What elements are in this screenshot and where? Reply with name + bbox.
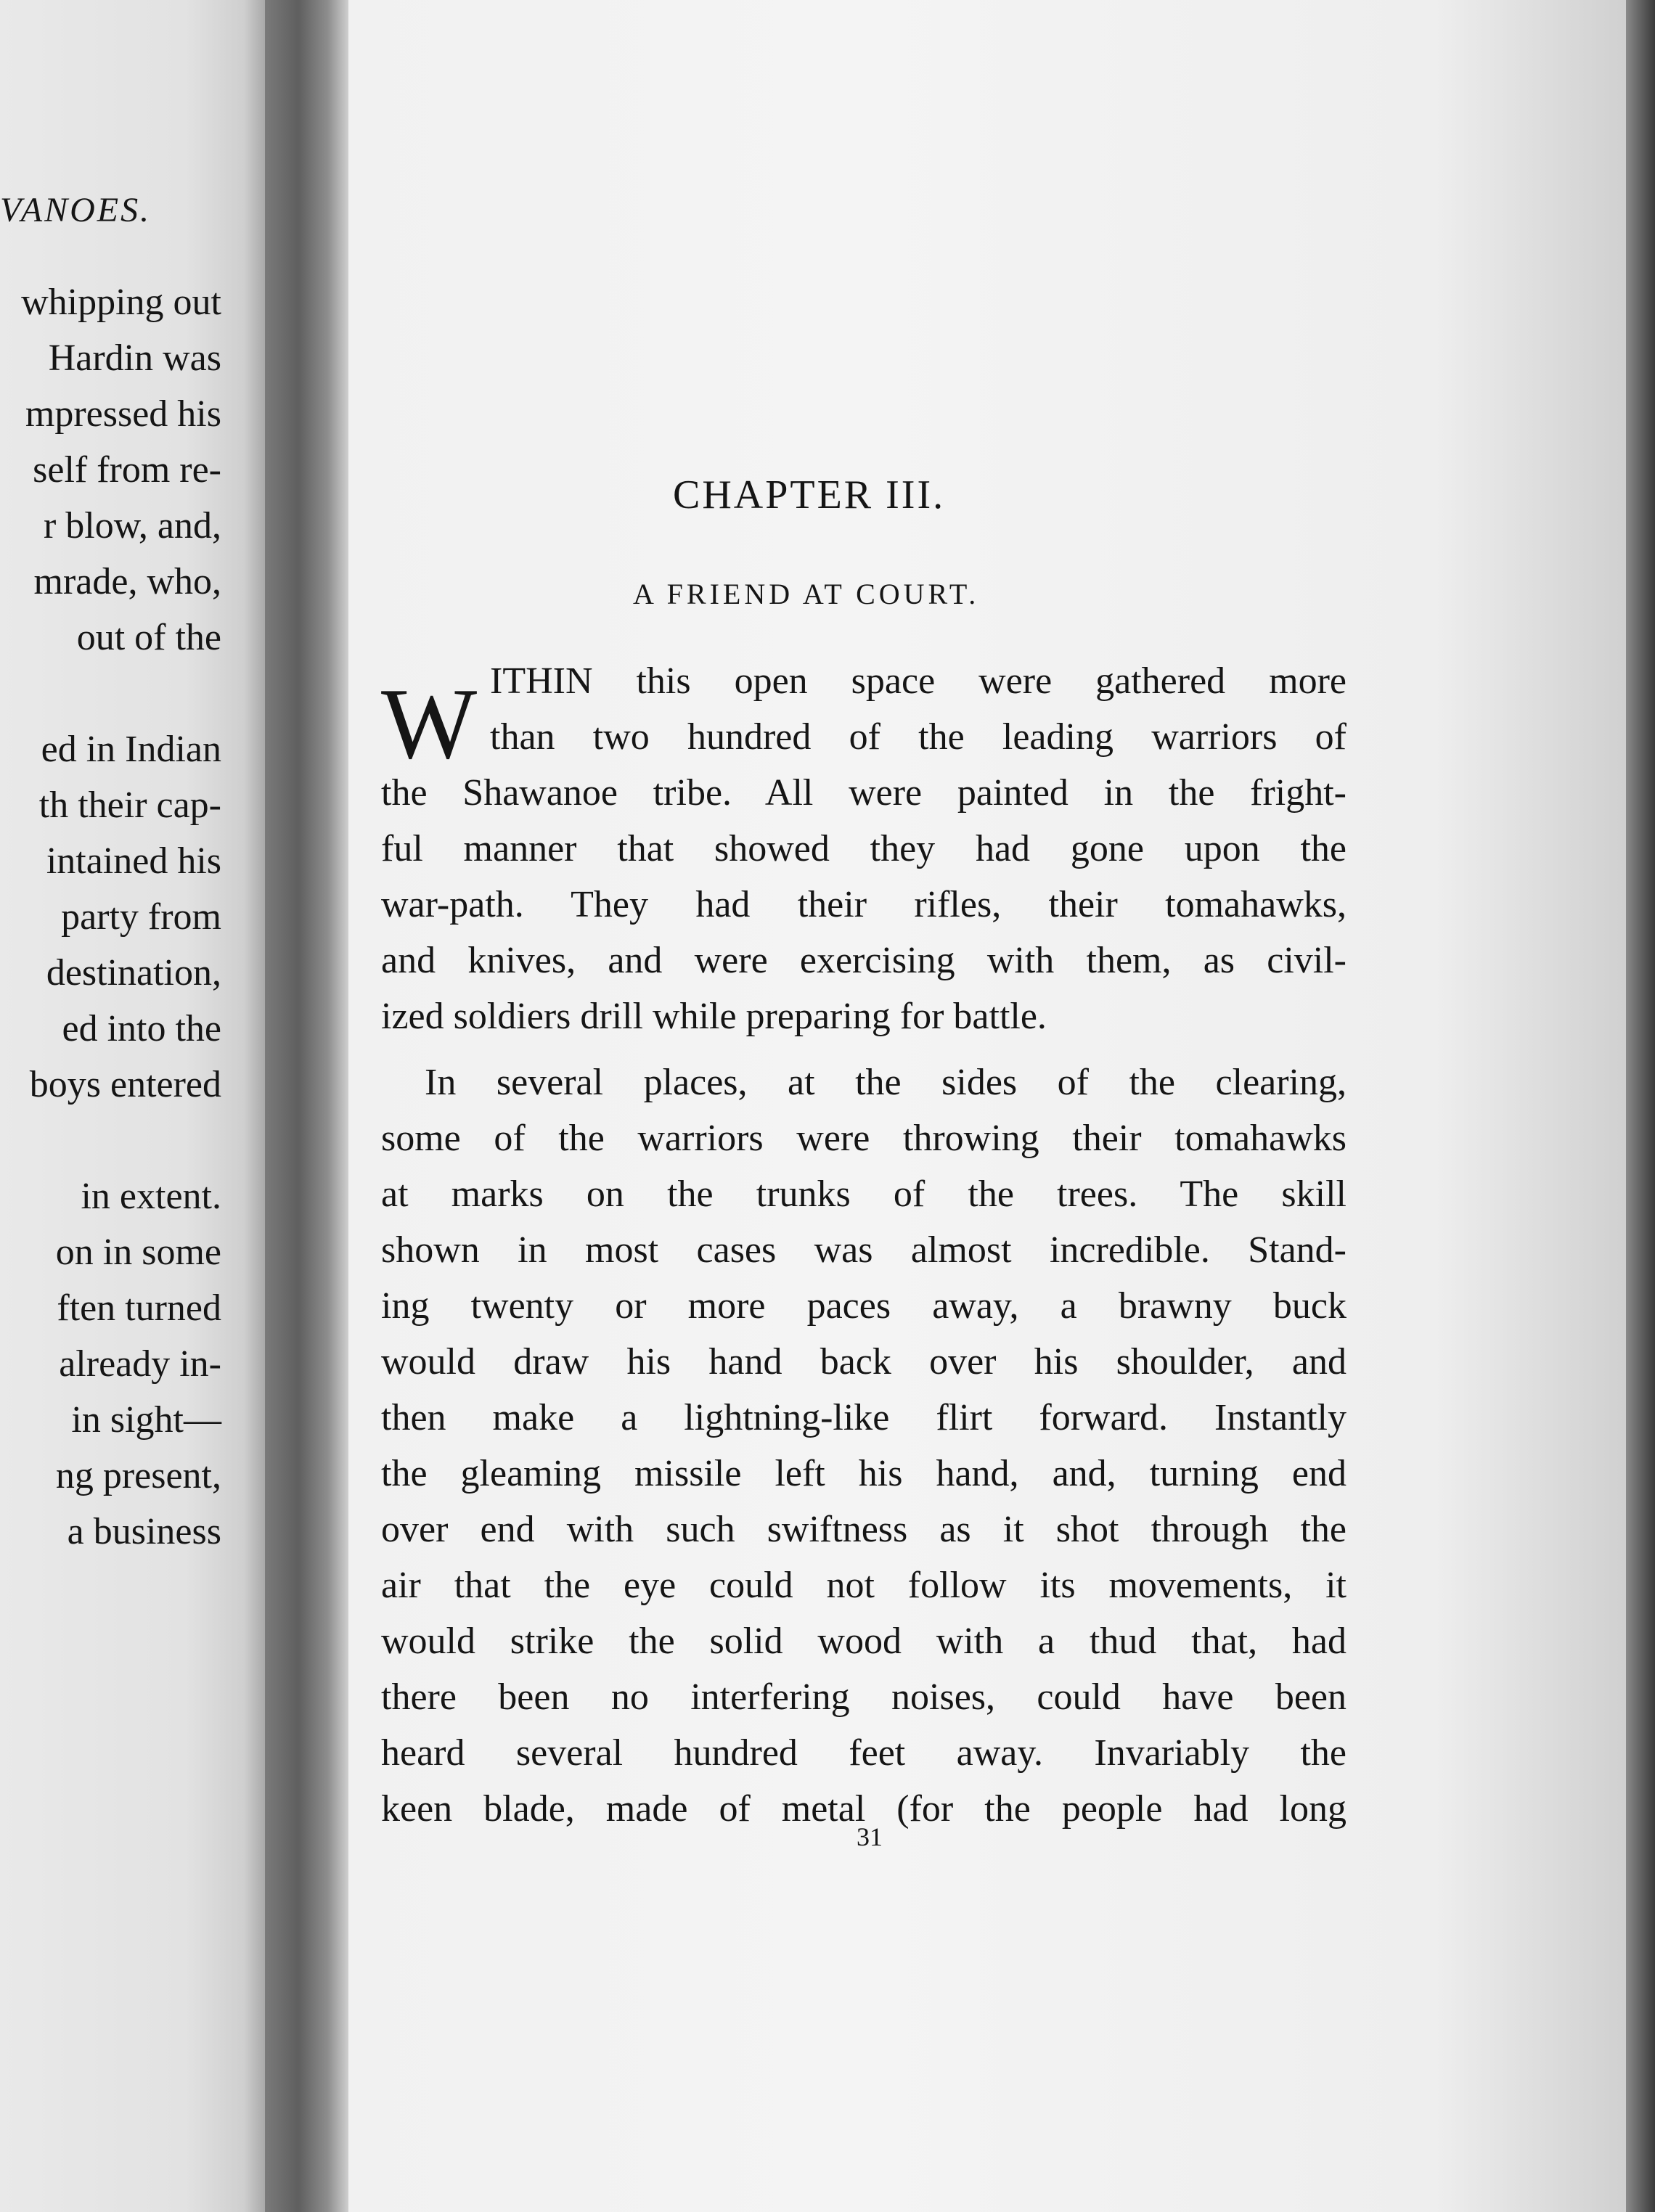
text-line: keen blade, made of metal (for the people had long	[381, 1788, 1347, 1830]
text-line: already in-	[59, 1343, 221, 1385]
text-line: air that the eye could not follow its movements, it	[381, 1565, 1347, 1606]
text-line: ng present,	[55, 1455, 221, 1496]
text-line: in sight—	[71, 1399, 221, 1441]
text-line: th their cap-	[38, 785, 221, 826]
book-gutter	[265, 0, 348, 2212]
running-head: VANOES.	[0, 191, 152, 229]
text-line: at marks on the trunks of the trees. The skill	[381, 1173, 1347, 1215]
paragraph-gap	[381, 1044, 1347, 1054]
text-line: mpressed his	[25, 393, 221, 435]
text-line: r blow, and,	[43, 505, 221, 546]
text-line: ized soldiers drill while preparing for battle.	[381, 996, 1047, 1037]
page-edge	[1626, 0, 1655, 2212]
text-line: than two hundred of the leading warriors of	[490, 716, 1347, 758]
text-line: over end with such swiftness as it shot through the	[381, 1509, 1347, 1550]
text-line: destination,	[46, 952, 221, 994]
paragraph-gap	[0, 1113, 221, 1168]
text-line: the Shawanoe tribe. All were painted in the fright-	[381, 772, 1347, 814]
paragraph	[381, 653, 1347, 1044]
text-line: ing twenty or more paces away, a brawny buck	[381, 1285, 1347, 1327]
paragraph-gap	[0, 665, 221, 721]
text-line: out of the	[76, 617, 221, 658]
text-line: some of the warriors were throwing their tomahawks	[381, 1118, 1347, 1159]
text-line: self from re-	[33, 449, 221, 491]
left-page	[0, 0, 265, 2212]
paragraph	[381, 1054, 1347, 1837]
text-line: would draw his hand back over his shoulder, and	[381, 1341, 1347, 1382]
text-line: boys entered	[29, 1064, 221, 1105]
text-line: intained his	[46, 840, 221, 882]
left-page-text	[0, 274, 221, 1560]
text-line: heard several hundred feet away. Invariably the	[381, 1732, 1347, 1774]
text-line: a business	[67, 1511, 221, 1552]
chapter-title: CHAPTER III.	[673, 472, 946, 517]
page-number: 31	[857, 1822, 883, 1851]
text-line: war-path. They had their rifles, their tomahawks,	[381, 884, 1347, 925]
text-line: the gleaming missile left his hand, and, turning end	[381, 1453, 1347, 1494]
text-line: ed in Indian	[41, 729, 221, 770]
text-line: shown in most cases was almost incredible. Stand-	[381, 1229, 1347, 1271]
text-line: whipping out	[21, 282, 221, 323]
text-line: Hardin was	[48, 337, 221, 379]
text-line: and knives, and were exercising with them, as civil-	[381, 940, 1347, 981]
chapter-body	[381, 653, 1347, 1837]
drop-cap: W	[381, 668, 478, 780]
text-line: In several places, at the sides of the clearing,	[425, 1062, 1347, 1103]
text-line: would strike the solid wood with a thud that, had	[381, 1621, 1347, 1662]
text-line: then make a lightning-like flirt forward. Instantly	[381, 1397, 1347, 1438]
chapter-subtitle: A FRIEND AT COURT.	[633, 578, 980, 610]
text-line: mrade, who,	[33, 561, 221, 602]
text-line: there been no interfering noises, could have been	[381, 1676, 1347, 1718]
text-line: ften turned	[57, 1287, 221, 1329]
text-line: ed into the	[62, 1008, 221, 1049]
text-line: party from	[61, 896, 221, 938]
text-line: ITHIN this open space were gathered more	[490, 660, 1347, 702]
right-page	[348, 0, 1626, 2212]
text-line: on in some	[55, 1232, 221, 1273]
text-line: in extent.	[81, 1176, 221, 1217]
text-line: ful manner that showed they had gone upon the	[381, 828, 1347, 869]
